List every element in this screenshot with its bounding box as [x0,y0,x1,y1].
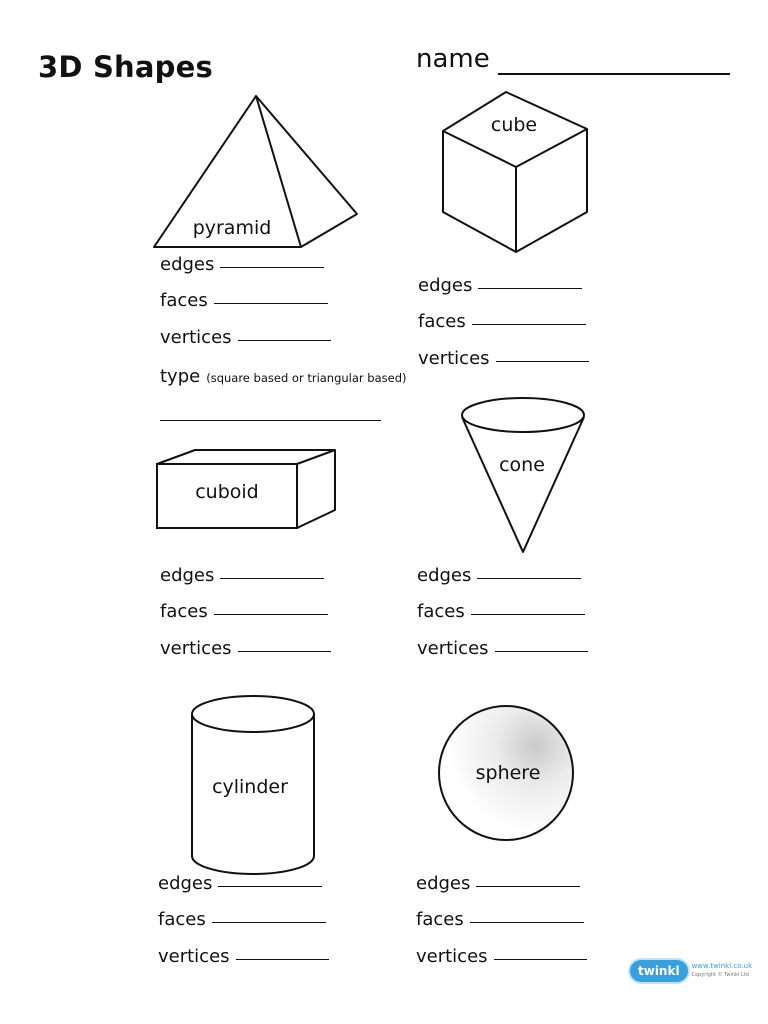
cone-faces-blank[interactable] [471,613,585,615]
edges-label: edges [418,275,473,296]
twinkl-logo [630,960,752,982]
logo-badge: twinkl [630,960,688,982]
pyramid-vertices-question [160,327,331,348]
edges-label: edges [416,873,471,894]
cone-vertices-question [417,638,588,659]
vertices-label: vertices [160,638,232,659]
cube-label: cube [490,114,538,136]
logo-copyright: Copyright © Twinkl Ltd [691,972,749,978]
cuboid-faces-question [160,601,328,622]
cone-vertices-blank[interactable] [495,650,588,652]
faces-label: faces [160,601,208,622]
pyramid-vertices-blank[interactable] [238,339,331,341]
cuboid-vertices-blank[interactable] [238,650,331,652]
pyramid-illustration [150,94,362,254]
vertices-label: vertices [416,946,488,967]
sphere-vertices-blank[interactable] [494,958,587,960]
cylinder-edges-question [158,873,322,894]
sphere-vertices-question [416,946,587,967]
cylinder-edges-blank[interactable] [218,885,322,887]
vertices-label: vertices [160,327,232,348]
vertices-label: vertices [417,638,489,659]
logo-url: www.twinkl.co.uk [691,962,753,970]
faces-label: faces [160,290,208,311]
worksheet-title: 3D Shapes [38,50,213,84]
cuboid-edges-question [160,565,324,586]
sphere-faces-blank[interactable] [470,921,584,923]
name-blank-line[interactable] [498,73,730,75]
sphere-edges-blank[interactable] [476,885,580,887]
cube-vertices-blank[interactable] [496,360,589,362]
cone-edges-question [417,565,581,586]
pyramid-edges-blank[interactable] [220,266,324,268]
faces-label: faces [417,601,465,622]
cuboid-edges-blank[interactable] [220,577,324,579]
sphere-edges-question [416,873,580,894]
name-label: name [416,44,490,74]
pyramid-faces-question [160,290,328,311]
cylinder-faces-question [158,909,326,930]
type-label: type [160,366,201,387]
pyramid-edges-question [160,254,324,275]
edges-label: edges [160,254,215,275]
edges-label: edges [417,565,472,586]
cuboid-vertices-question [160,638,331,659]
vertices-label: vertices [418,348,490,369]
cone-illustration [460,396,586,556]
cone-label: cone [499,454,545,476]
faces-label: faces [418,311,466,332]
sphere-faces-question [416,909,584,930]
edges-label: edges [158,873,213,894]
cylinder-label: cylinder [212,776,288,798]
cube-edges-blank[interactable] [478,287,582,289]
cuboid-illustration [155,448,339,532]
edges-label: edges [160,565,215,586]
vertices-label: vertices [158,946,230,967]
cuboid-label: cuboid [195,481,259,503]
cuboid-faces-blank[interactable] [214,613,328,615]
cube-illustration [440,90,590,256]
cone-faces-question [417,601,585,622]
logo-text [692,962,753,980]
cylinder-illustration [189,694,319,878]
cube-edges-question [418,275,582,296]
cube-faces-blank[interactable] [472,323,586,325]
sphere-illustration [436,704,576,844]
pyramid-type-question [160,366,407,387]
pyramid-faces-blank[interactable] [214,302,328,304]
cone-edges-blank[interactable] [477,577,581,579]
pyramid-type-blank[interactable] [160,420,381,421]
cube-vertices-question [418,348,589,369]
cube-faces-question [418,311,586,332]
faces-label: faces [158,909,206,930]
cylinder-vertices-blank[interactable] [236,958,329,960]
pyramid-label: pyramid [192,217,272,239]
faces-label: faces [416,909,464,930]
type-hint: (square based or triangular based) [206,371,407,385]
sphere-label: sphere [475,762,541,784]
cylinder-vertices-question [158,946,329,967]
cylinder-faces-blank[interactable] [212,921,326,923]
